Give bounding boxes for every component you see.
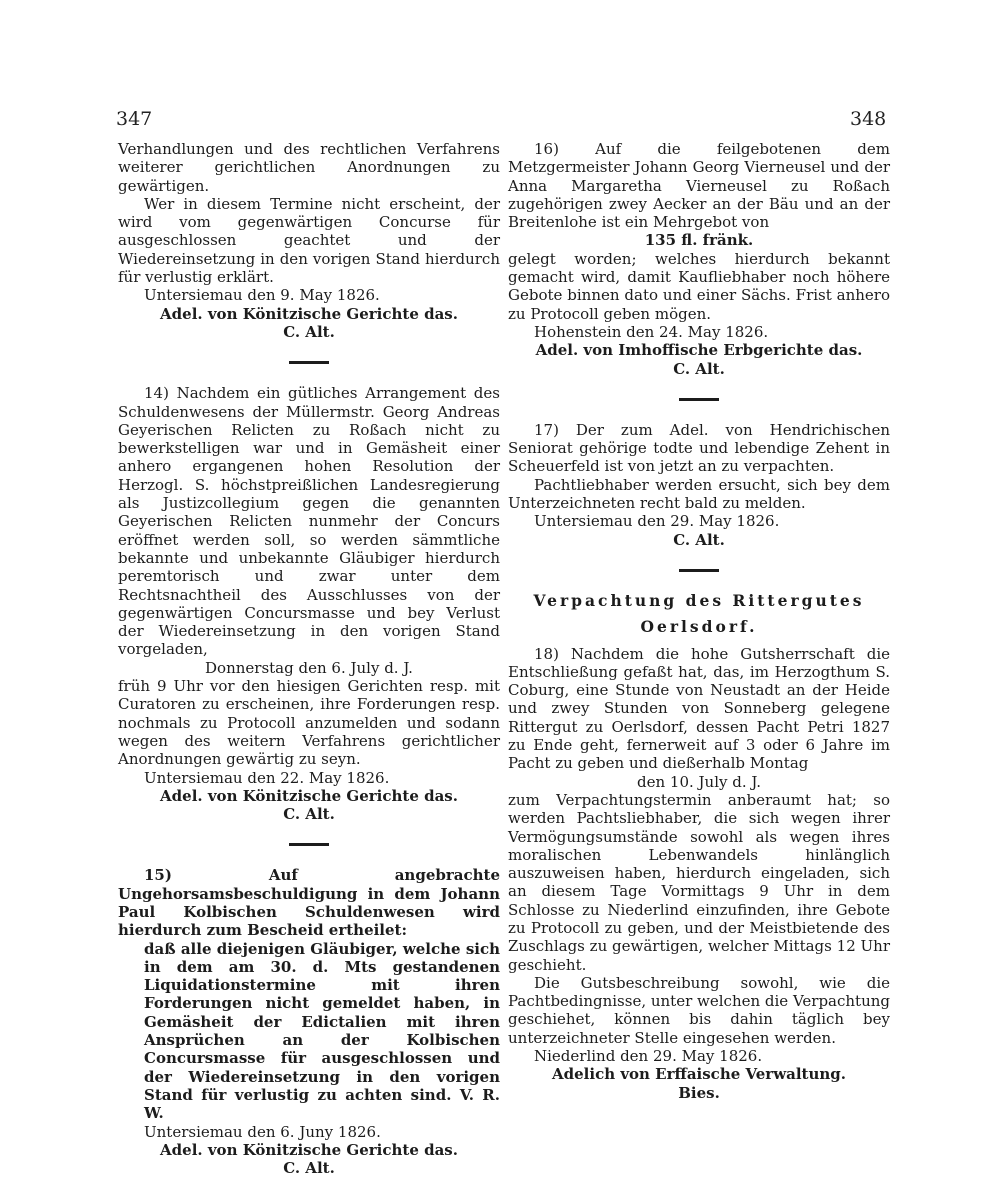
signer-name: C. Alt.	[673, 359, 725, 378]
right-column	[508, 140, 890, 1102]
page-number-right: 348	[850, 108, 887, 130]
section-heading-place: Oerlsdorf.	[640, 617, 758, 637]
section-divider	[289, 843, 329, 846]
court-signature: Adel. von Könitzische Gerichte das.	[160, 304, 458, 323]
notice-18-continuation: zum Verpachtungstermin anberaumt hat; so werden Pachtsliebhaber, die sich wegen ihrer Vermögungsumstände sowohl als wegen ihres moralischen Lebenwandels hinlänglich auszuweisen haben, hierdurch eingeladen, sich an diesem Tage Vormittags 9 Uhr in dem Schlosse zu Niederlind einzufinden, ihre Gebote zu Protocoll zu geben, und der Meistbietende des Zuschlags zu gewärtigen, welcher Mittags 12 Uhr geschieht.	[508, 790, 890, 974]
signer-name: C. Alt.	[673, 530, 725, 549]
page-number-left: 347	[116, 108, 153, 130]
signer-name: C. Alt.	[283, 805, 335, 824]
section-divider	[679, 569, 719, 572]
heading-gap	[508, 637, 890, 645]
notice-17: 17) Der zum Adel. von Hendrichischen Seniorat gehörige todte und lebendige Zehent in Scheuerfeld ist von jetzt an zu verpachten.	[508, 420, 890, 476]
place-date: Untersiemau den 9. May 1826.	[144, 286, 380, 305]
administration-signature: Adelich von Erffaische Verwaltung.	[552, 1065, 846, 1084]
notice-15-ruling: daß alle diejenigen Gläubiger, welche sich in dem am 30. d. Mts gestandenen Liquidationstermine mit ihren Forderungen nicht gemeldet haben, in Gemäsheit der Edictalien mit ihren Ansprüchen an der Kolbischen Concursmasse für ausgeschlossen und der Wiedereinsetzung in den vorigen Stand für verlustig zu achten sind. V. R. W.	[144, 939, 500, 1123]
bid-amount: 135 fl. fränk.	[644, 231, 754, 250]
place-date: Hohenstein den 24. May 1826.	[534, 322, 769, 341]
section-divider	[679, 398, 719, 401]
section-divider	[289, 361, 329, 364]
court-signature: Adel. von Könitzische Gerichte das.	[160, 786, 458, 805]
notice-18-description: Die Gutsbeschreibung sowohl, wie die Pachtbedingnisse, unter welchen die Verpachtung geschiehet, können bis dahin täglich bey unterzeichneter Stelle eingesehen werden.	[508, 973, 891, 1047]
notice-16-continuation: gelegt worden; welches hierdurch bekannt gemacht wird, damit Kaufliebhaber noch höhere Gebote binnen dato und einer Sächs. Frist anhero zu Protocoll geben mögen.	[508, 249, 890, 323]
place-date: Untersiemau den 29. May 1826.	[534, 512, 780, 531]
section-heading: Verpachtung des Rittergutes	[533, 590, 865, 610]
signer-name: C. Alt.	[283, 322, 335, 341]
paragraph-continuation: Verhandlungen und des rechtlichen Verfahrens weiterer gerichtlichen Anordnungen zu gewärtigen.	[118, 140, 500, 195]
court-signature: Adel. von Könitzische Gerichte das.	[160, 1140, 458, 1159]
place-date: Niederlind den 29. May 1826.	[534, 1047, 763, 1066]
paragraph-default-notice: Wer in diesem Termine nicht erscheint, der wird vom gegenwärtigen Concurse für ausgeschlossen geachtet und der Wiedereinsetzung in den vorigen Stand hierdurch für verlustig erklärt.	[118, 194, 500, 287]
notice-14: 14) Nachdem ein gütliches Arrangement des Schuldenwesens der Müllermstr. Georg Andreas Geyerischen Relicten zu Roßach nicht zu bewerkstelligen war und in Gemäsheit einer anhero ergangenen hohen Resolution der Herzogl. S. höchstpreißlichen Landesregierung als Justizcollegium gegen die genannten Geyerischen Relicten nunmehr der Concurs eröffnet werden soll, so werden sämmtliche bekannte und unbekannte Gläubiger hierdurch peremtorisch und zwar unter dem Rechtsnachtheil des Ausschlusses von der gegenwärtigen Concursmasse und bey Verlust der Wiedereinsetzung in den vorigen Stand vorgeladen,	[118, 384, 500, 659]
notice-18: 18) Nachdem die hohe Gutsherrschaft die Entschließung gefaßt hat, das, im Herzogthum S. Coburg, eine Stunde von Neustadt an der Heide und zwey Stunden von Sonneberg gelegene Rittergut zu Oerlsdorf, dessen Pacht Petri 1827 zu Ende geht, fernerweit auf 3 oder 6 Jahre im Pacht zu geben und dießerhalb Montag	[508, 644, 890, 773]
place-date: Untersiemau den 22. May 1826.	[144, 768, 390, 787]
place-date: Untersiemau den 6. Juny 1826.	[144, 1122, 381, 1141]
notice-14-continuation: früh 9 Uhr vor den hiesigen Gerichten resp. mit Curatoren zu erscheinen, ihre Forderungen resp. nochmals zu Protocoll anzumelden und sodann wegen des weitern Verfahrens gerichtlicher Anordnungen gewärtig zu seyn.	[118, 677, 500, 769]
signer-name: Bies.	[678, 1083, 720, 1102]
court-signature: Adel. von Imhoffische Erbgerichte das.	[535, 341, 863, 360]
left-column	[118, 140, 500, 1177]
signer-name: C. Alt.	[283, 1159, 335, 1178]
notice-date-line: Donnerstag den 6. July d. J.	[205, 658, 413, 677]
notice-17-continuation: Pachtliebhaber werden ersucht, sich bey dem Unterzeichneten recht bald zu melden.	[508, 475, 890, 513]
notice-date-line: den 10. July d. J.	[637, 772, 761, 791]
notice-15: 15) Auf angebrachte Ungehorsamsbeschuldigung in dem Johann Paul Kolbischen Schuldenwesen wird hierdurch zum Bescheid ertheilet:	[118, 866, 500, 940]
notice-16: 16) Auf die feilgebotenen dem Metzgermeister Johann Georg Vierneusel und der Anna Margaretha Vierneusel zu Roßach zugehörigen zwey Aecker an der Bäu und an der Breitenlohe ist ein Mehrgebot von	[508, 140, 890, 232]
